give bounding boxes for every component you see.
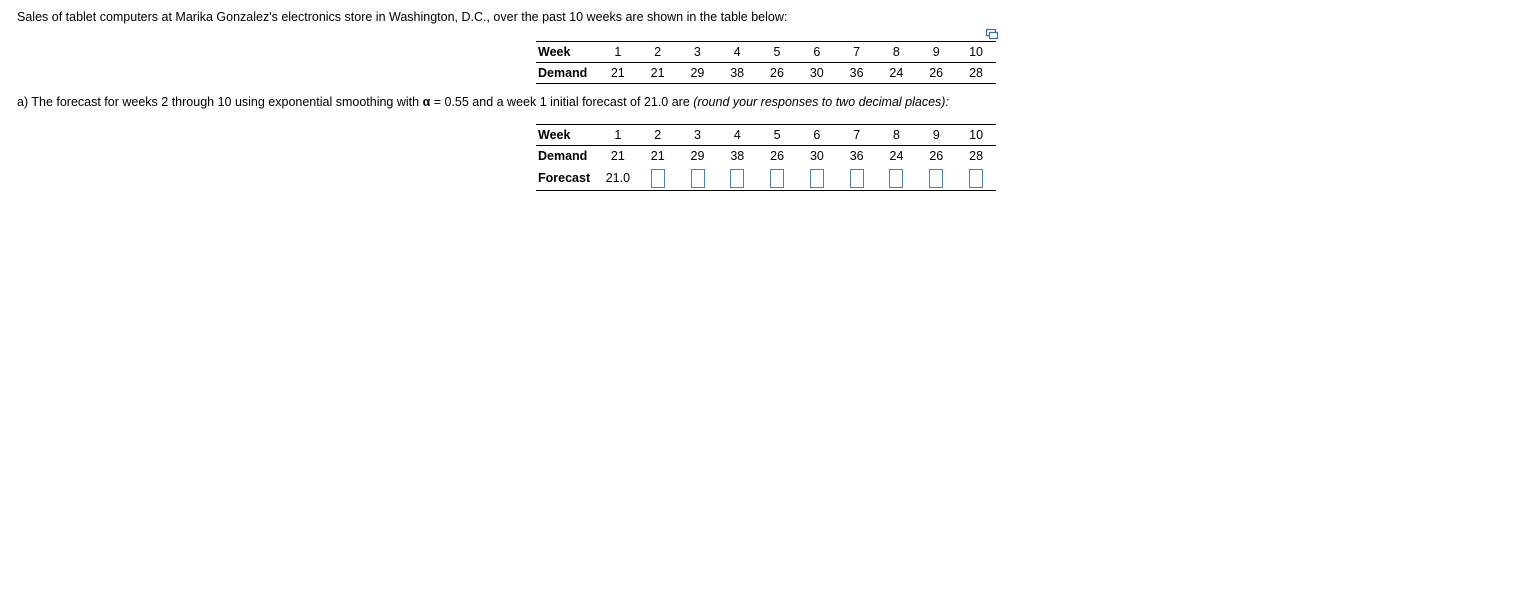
forecast-cell <box>797 166 837 191</box>
demand-row-header: Demand <box>536 146 598 167</box>
week-cell: 7 <box>837 125 877 146</box>
week-cell: 6 <box>797 125 837 146</box>
demand-cell: 24 <box>877 146 917 167</box>
demand-cell: 21 <box>638 63 678 84</box>
demand-cell: 26 <box>916 146 956 167</box>
problem-intro-text: Sales of tablet computers at Marika Gonzalez's electronics store in Washington, D.C., over the past 10 weeks are shown in the table below: <box>17 10 788 24</box>
forecast-input-week-4[interactable] <box>730 169 744 188</box>
week-cell: 5 <box>757 125 797 146</box>
alpha-symbol: α <box>422 95 431 109</box>
forecast-input-week-6[interactable] <box>810 169 824 188</box>
forecast-input-week-7[interactable] <box>850 169 864 188</box>
week-cell: 3 <box>678 42 718 63</box>
forecast-cell <box>916 166 956 191</box>
week-cell: 2 <box>638 125 678 146</box>
week-cell: 5 <box>757 42 797 63</box>
demand-cell: 28 <box>956 146 996 167</box>
forecast-cell <box>837 166 877 191</box>
week-cell: 9 <box>916 125 956 146</box>
week-cell: 4 <box>717 125 757 146</box>
question-prefix: a) The forecast for weeks 2 through 10 using exponential smoothing with <box>17 95 423 109</box>
week-cell: 8 <box>877 125 917 146</box>
forecast-row-header: Forecast <box>536 166 598 191</box>
demand-row-header: Demand <box>536 63 598 84</box>
week-cell: 3 <box>678 125 718 146</box>
demand-cell: 29 <box>678 146 718 167</box>
demand-cell: 24 <box>876 63 916 84</box>
demand-cell: 28 <box>956 63 996 84</box>
forecast-input-week-2[interactable] <box>651 169 665 188</box>
question-middle: = 0.55 and a week 1 initial forecast of 21.0 are <box>430 95 694 109</box>
forecast-cell <box>757 166 797 191</box>
week-cell: 8 <box>876 42 916 63</box>
forecast-cell <box>877 166 917 191</box>
forecast-cell <box>678 166 718 191</box>
forecast-table <box>536 124 996 191</box>
demand-cell: 26 <box>916 63 956 84</box>
week-cell: 2 <box>638 42 678 63</box>
week-cell: 4 <box>717 42 757 63</box>
sales-data-table <box>536 41 996 84</box>
demand-cell: 21 <box>638 146 678 167</box>
forecast-cell <box>717 166 757 191</box>
forecast-input-week-3[interactable] <box>691 169 705 188</box>
demand-cell: 36 <box>837 146 877 167</box>
demand-cell: 36 <box>837 63 877 84</box>
week-cell: 6 <box>797 42 837 63</box>
week-row-header: Week <box>536 125 598 146</box>
week-cell: 9 <box>916 42 956 63</box>
week-cell: 10 <box>956 125 996 146</box>
forecast-input-week-8[interactable] <box>889 169 903 188</box>
question-a-text <box>17 95 949 109</box>
demand-cell: 38 <box>717 146 757 167</box>
copy-to-clipboard-icon[interactable] <box>985 28 999 40</box>
demand-cell: 21 <box>598 146 638 167</box>
demand-cell: 26 <box>757 63 797 84</box>
demand-cell: 21 <box>598 63 638 84</box>
forecast-input-week-10[interactable] <box>969 169 983 188</box>
demand-cell: 38 <box>717 63 757 84</box>
week-cell: 7 <box>837 42 877 63</box>
demand-cell: 29 <box>678 63 718 84</box>
initial-forecast-value: 21.0 <box>598 166 638 191</box>
week-row-header: Week <box>536 42 598 63</box>
forecast-cell <box>956 166 996 191</box>
forecast-cell <box>638 166 678 191</box>
forecast-input-week-5[interactable] <box>770 169 784 188</box>
week-cell: 1 <box>598 42 638 63</box>
forecast-input-week-9[interactable] <box>929 169 943 188</box>
demand-cell: 30 <box>797 146 837 167</box>
week-cell: 10 <box>956 42 996 63</box>
demand-cell: 26 <box>757 146 797 167</box>
rounding-instruction: (round your responses to two decimal places): <box>693 95 949 109</box>
week-cell: 1 <box>598 125 638 146</box>
demand-cell: 30 <box>797 63 837 84</box>
